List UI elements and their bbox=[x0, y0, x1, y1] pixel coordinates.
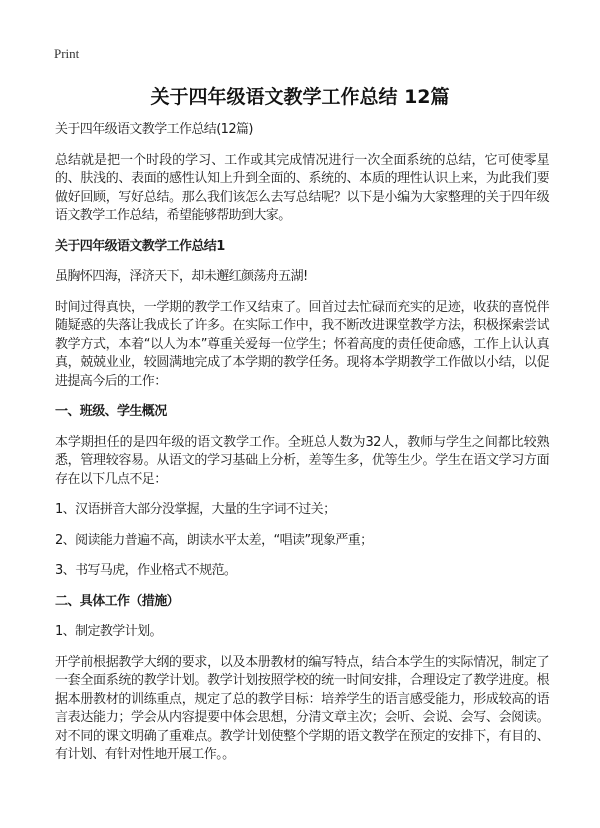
paragraph-3: 开学前根据教学大纲的要求，以及本册教材的编写特点，结合本学生的实际情况，制定了一套全面系统的教学计划。教学计划按照学校的统一时间安排，合理设定了教学进度。根据本册教材的训练重点，规定了总的教学目标：培养学生的语言感受能力，形成较高的语言表达能力；学会从内容提要中体会思想，分清文章主次；会听、会说、会写、会阅读。对不同的课文明确了重难点。教学计划使整个学期的语文教学在预定的安排下，有目的、有计划、有针对性地开展工作。。 bbox=[55, 654, 549, 762]
section-heading-1: 关于四年级语文教学工作总结1 bbox=[55, 238, 225, 254]
list-item-2: 2、阅读能力普遍不高，朗读水平太差，“唱读”现象严重； bbox=[55, 532, 373, 548]
paragraph-1: 时间过得真快，一学期的教学工作又结束了。回首过去忙碌而充实的足迹，收获的喜悦伴随疑惑的失落让我成长了许多。在实际工作中，我不断改进课堂教学方法，积极探索尝试教学方式，本着“以人为本”尊重关爱每一位学生；怀着高度的责任使命感，工作上认认真真，兢兢业业，较圆满地完成了本学期的教学任务。现将本学期教学工作做以小结，以促进提高今后的工作： bbox=[55, 299, 549, 389]
heading-class-overview: 一、班级、学生概况 bbox=[55, 404, 167, 419]
article-body bbox=[55, 121, 549, 777]
list-item-1: 1、汉语拼音大部分没掌握，大量的生字词不过关； bbox=[55, 502, 336, 517]
article-subtitle: 关于四年级语文教学工作总结(12篇) bbox=[55, 122, 253, 137]
print-link[interactable]: Print bbox=[54, 46, 80, 61]
list-item-3: 3、书写马虎，作业格式不规范。 bbox=[55, 563, 237, 578]
intro-paragraph: 总结就是把一个时段的学习、工作或其完成情况进行一次全面系统的总结，它可使零星的、肤浅的、表面的感性认知上升到全面的、系统的、本质的理性认识上来，为此我们要做好回顾，写好总结。那么我们该怎么去写总结呢？以下是小编为大家整理的关于四年级语文教学工作总结，希望能够帮助到大家。 bbox=[55, 152, 549, 223]
heading-specific-work: 二、具体工作（措施） bbox=[55, 593, 180, 609]
page-title: 关于四年级语文教学工作总结 12篇 bbox=[150, 86, 450, 108]
paragraph-2: 本学期担任的是四年级的语文教学工作。全班总人数为32人，教师与学生之间都比较熟悉，管理较容易。从语文的学习基础上分析，差等生多，优等生少。学生在语文学习方面存在以下几点不足： bbox=[55, 434, 549, 487]
sub-heading-plan: 1、制定教学计划。 bbox=[55, 624, 162, 639]
quote-line: 虽胸怀四海，泽济天下，却未邂红颜荡舟五湖! bbox=[55, 269, 308, 284]
